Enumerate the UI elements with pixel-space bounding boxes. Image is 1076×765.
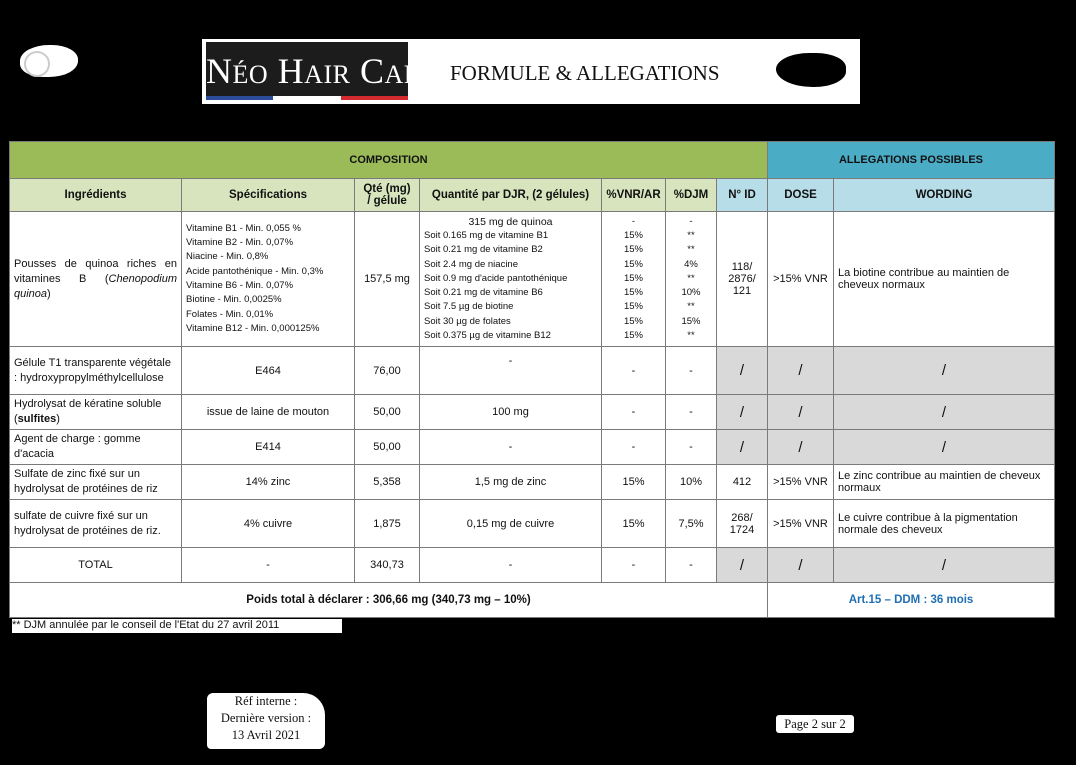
col-dose: DOSE: [768, 179, 834, 212]
spec-cell: issue de laine de mouton: [182, 395, 355, 430]
qte-cell: 340,73: [355, 548, 420, 583]
djr-line: Soit 7.5 µg de biotine: [424, 301, 514, 313]
flag-blue: [206, 96, 273, 100]
circle-shape: [24, 51, 50, 77]
djr-cell: 1,5 mg de zinc: [420, 465, 602, 500]
djr-cell: 100 mg: [420, 395, 602, 430]
djm-cell: -: [666, 395, 717, 430]
dose-cell: >15% VNR: [768, 465, 834, 500]
ingredient-cell: Hydrolysat de kératine soluble (sulfites): [10, 395, 182, 430]
spec-line: Biotine - Min. 0,0025%: [186, 294, 282, 306]
col-ingredients: Ingrédients: [10, 179, 182, 212]
wording-cell: /: [834, 430, 1055, 465]
french-flag-stripe: [206, 96, 408, 100]
document-header: [202, 39, 860, 104]
djm-cell: - ** ** 4% ** 10% ** 15% **: [666, 212, 717, 347]
col-id: N° ID: [717, 179, 768, 212]
page-title: FORMULE & ALLEGATIONS: [450, 61, 720, 85]
id-cell: /: [717, 430, 768, 465]
djm-cell: -: [666, 430, 717, 465]
djr-line: Soit 2.4 mg de niacine: [424, 258, 519, 270]
version-label: Dernière version :: [220, 711, 312, 725]
djr-line: Soit 0.165 mg de vitamine B1: [424, 229, 549, 241]
spec-cell: -: [182, 548, 355, 583]
table-row: [10, 347, 1055, 395]
dose-cell: /: [768, 395, 834, 430]
brand-logo-text: NÉO HAIR CARE: [206, 51, 438, 91]
djm-cell: 7,5%: [666, 500, 717, 548]
flag-red: [341, 96, 408, 100]
djr-cell: [420, 212, 602, 347]
spec-line: Vitamine B2 - Min. 0,07%: [186, 237, 294, 249]
vnr-cell: -: [602, 347, 666, 395]
id-cell: /: [717, 347, 768, 395]
vnr-cell: - 15% 15% 15% 15% 15% 15% 15% 15%: [602, 212, 666, 347]
spec-cell: E414: [182, 430, 355, 465]
table-row-total: [10, 548, 1055, 583]
wording-cell: /: [834, 548, 1055, 583]
col-qte: Qté (mg) / gélule: [355, 179, 420, 212]
djr-cell: 0,15 mg de cuivre: [420, 500, 602, 548]
spec-line: Niacine - Min. 0,8%: [186, 251, 269, 263]
djr-head: 315 mg de quinoa: [468, 215, 553, 228]
white-blob-left: [20, 45, 78, 77]
spec-cell: 14% zinc: [182, 465, 355, 500]
col-vnr: %VNR/AR: [602, 179, 666, 212]
table-row: [10, 395, 1055, 430]
spec-line: Folates - Min. 0,01%: [186, 308, 274, 320]
djr-cell: -: [420, 347, 602, 395]
ingredient-cell: Pousses de quinoa riches en vitamines B (Chenopodium quinoa): [10, 212, 182, 347]
id-cell: /: [717, 548, 768, 583]
dose-cell: >15% VNR: [768, 212, 834, 347]
djm-cell: -: [666, 548, 717, 583]
total-weight-declaration: Poids total à déclarer : 306,66 mg (340,73 mg – 10%): [10, 583, 768, 618]
qte-cell: 5,358: [355, 465, 420, 500]
qte-cell: 50,00: [355, 430, 420, 465]
col-qte-djr: Quantité par DJR, (2 gélules): [420, 179, 602, 212]
spec-line: Vitamine B6 - Min. 0,07%: [186, 280, 294, 291]
id-cell: 268/ 1724: [717, 500, 768, 548]
col-djm: %DJM: [666, 179, 717, 212]
id-cell: /: [717, 395, 768, 430]
vnr-cell: -: [602, 430, 666, 465]
col-wording: WORDING: [834, 179, 1055, 212]
black-oval-mask: [776, 53, 846, 87]
djm-cell: 10%: [666, 465, 717, 500]
spec-line: Acide pantothénique - Min. 0,3%: [186, 265, 324, 277]
table-row: [10, 500, 1055, 548]
flag-white: [273, 96, 340, 100]
djr-cell: -: [420, 430, 602, 465]
spec-cell: 4% cuivre: [182, 500, 355, 548]
spec-cell: E464: [182, 347, 355, 395]
vnr-cell: -: [602, 548, 666, 583]
dose-cell: /: [768, 548, 834, 583]
section-allegations: ALLEGATIONS POSSIBLES: [768, 142, 1055, 179]
spec-cell: [182, 212, 355, 347]
djr-line: Soit 0.375 µg de vitamine B12: [424, 330, 551, 342]
ddm-statement: Art.15 – DDM : 36 mois: [768, 583, 1055, 618]
id-cell: 412: [717, 465, 768, 500]
table-row: [10, 465, 1055, 500]
wording-cell: /: [834, 395, 1055, 430]
djr-line: Soit 0.21 mg de vitamine B6: [424, 287, 543, 299]
qte-cell: 50,00: [355, 395, 420, 430]
id-cell: 118/ 2876/ 121: [717, 212, 768, 347]
djm-footnote: ** DJM annulée par le conseil de l'Etat du 27 avril 2011: [12, 619, 342, 633]
formula-table: [9, 141, 1055, 618]
vnr-cell: 15%: [602, 465, 666, 500]
vnr-cell: 15%: [602, 500, 666, 548]
dose-cell: >15% VNR: [768, 500, 834, 548]
vnr-cell: -: [602, 395, 666, 430]
ingredient-cell: Gélule T1 transparente végétale : hydroxypropylméthylcellulose: [10, 347, 182, 395]
dose-cell: /: [768, 347, 834, 395]
ref-label: Réf interne :: [234, 694, 298, 708]
ingredient-cell: Sulfate de zinc fixé sur un hydrolysat de protéines de riz: [10, 465, 182, 500]
total-label: TOTAL: [10, 548, 182, 583]
table-row: [10, 430, 1055, 465]
wording-cell: La biotine contribue au maintien de cheveux normaux: [834, 212, 1055, 347]
page-number: Page 2 sur 2: [776, 715, 854, 733]
wording-cell: /: [834, 347, 1055, 395]
dose-cell: /: [768, 430, 834, 465]
ingredient-cell: Agent de charge : gomme d'acacia: [10, 430, 182, 465]
wording-cell: Le zinc contribue au maintien de cheveux normaux: [834, 465, 1055, 500]
qte-cell: 157,5 mg: [355, 212, 420, 347]
ingredient-cell: sulfate de cuivre fixé sur un hydrolysat de protéines de riz.: [10, 500, 182, 548]
wording-cell: Le cuivre contribue à la pigmentation normale des cheveux: [834, 500, 1055, 548]
djr-line: Soit 0.21 mg de vitamine B2: [424, 244, 543, 256]
djr-cell: -: [420, 548, 602, 583]
col-specifications: Spécifications: [182, 179, 355, 212]
djr-line: Soit 0.9 mg d'acide pantothénique: [424, 272, 568, 284]
qte-cell: 76,00: [355, 347, 420, 395]
section-composition: COMPOSITION: [10, 142, 768, 179]
djr-line: Soit 30 µg de folates: [424, 315, 511, 327]
table-row-quinoa: [10, 212, 1055, 347]
reference-block: [207, 693, 325, 749]
version-date: 13 Avril 2021: [231, 728, 301, 742]
spec-line: Vitamine B1 - Min. 0,055 %: [186, 222, 301, 234]
table-footer-row: [10, 583, 1055, 618]
qte-cell: 1,875: [355, 500, 420, 548]
spec-line: Vitamine B12 - Min. 0,000125%: [186, 322, 320, 334]
djm-cell: -: [666, 347, 717, 395]
brand-logo: [206, 42, 438, 100]
